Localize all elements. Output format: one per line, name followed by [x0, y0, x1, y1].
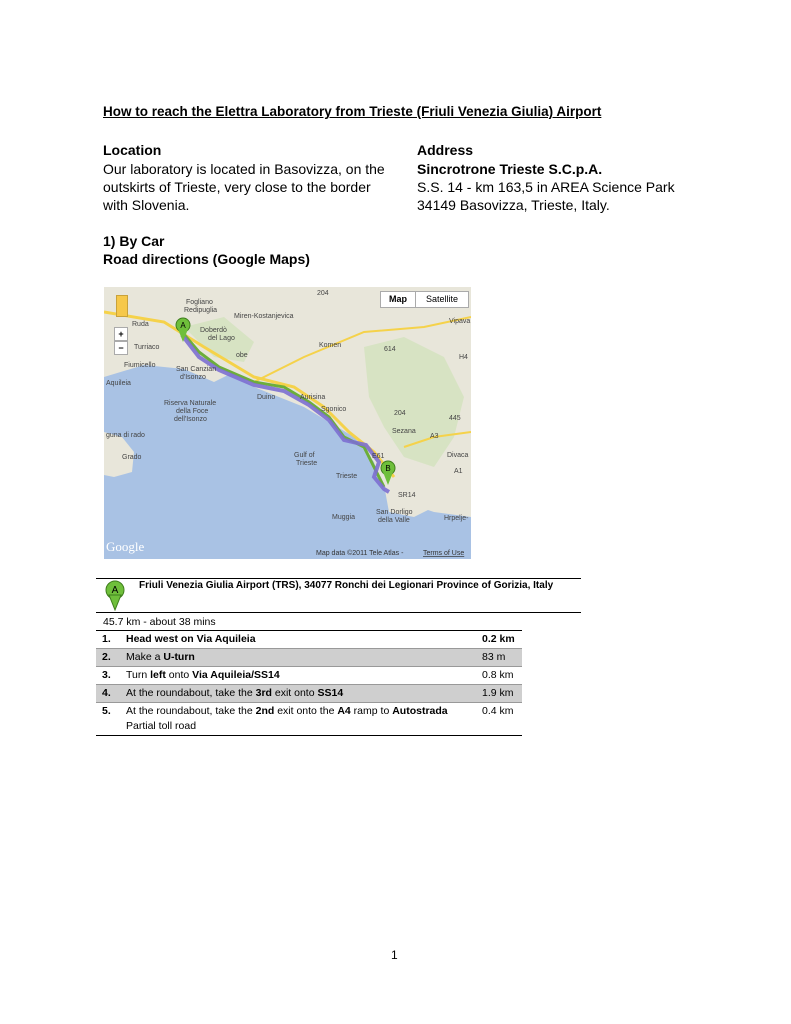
direction-step	[96, 631, 522, 649]
direction-step	[96, 649, 522, 667]
start-location: Friuli Venezia Giulia Airport (TRS), 34077 Ronchi dei Legionari Province of Gorizia, Italy	[139, 580, 554, 591]
map-label: obe	[236, 352, 248, 359]
step-instruction: Turn left onto Via Aquileia/SS14	[126, 669, 280, 681]
map-label: 204	[317, 290, 329, 297]
map-label: Divaca	[447, 452, 469, 459]
map-label: Riserva Naturale	[164, 400, 217, 407]
satellite-view-button[interactable]: Satellite	[415, 291, 469, 308]
svg-text:A: A	[111, 585, 119, 596]
address-line-1: S.S. 14 - km 163,5 in AREA Science Park	[417, 179, 675, 195]
map-label: Grado	[122, 454, 142, 461]
address-heading: Address	[417, 142, 474, 158]
map-label: della Valle	[378, 517, 410, 524]
map-view-button[interactable]: Map	[380, 291, 416, 308]
address-line-2: 34149 Basovizza, Trieste, Italy.	[417, 197, 610, 213]
direction-step	[96, 685, 522, 703]
map-label: Ruda	[132, 321, 149, 328]
step-distance: 83 m	[478, 649, 522, 667]
divider	[96, 612, 581, 613]
location-text: Our laboratory is located in Basovizza, on the outskirts of Trieste, very close to the border with Slovenia.	[103, 161, 385, 213]
map-label: Redipuglia	[184, 307, 218, 314]
map-label: E61	[372, 453, 385, 460]
step-number: 5.	[96, 703, 122, 736]
direction-step	[96, 703, 522, 736]
map-label: Duino	[257, 394, 276, 401]
step-distance: 1.9 km	[478, 685, 522, 703]
step-number: 3.	[102, 669, 111, 681]
directions-table	[96, 630, 522, 736]
map-attribution: Map data ©2011 Tele Atlas -	[316, 550, 404, 557]
map-label: Trieste	[296, 460, 318, 467]
zoom-in-button[interactable]: +	[114, 327, 128, 341]
map-label: Doberdò	[200, 327, 227, 334]
google-logo: Google	[106, 539, 145, 554]
map-label: San Dorligo	[376, 509, 413, 516]
map-label: Vipava	[449, 318, 471, 325]
map-label: Aquileia	[106, 380, 131, 387]
route-map[interactable]	[104, 287, 471, 559]
step-instruction: At the roundabout, take the 2nd exit onto the A4 ramp to Autostrada Partial toll road	[122, 703, 478, 736]
map-label: d'Isonzo	[180, 374, 206, 381]
step-instruction: Make a U-turn	[122, 649, 478, 667]
map-label: Komen	[319, 342, 342, 349]
road-directions-heading: Road directions (Google Maps)	[103, 251, 310, 267]
svg-text:A: A	[180, 321, 186, 330]
map-label: Hrpelje-	[444, 515, 469, 522]
map-label: Sezana	[392, 428, 416, 435]
start-marker-icon	[104, 579, 126, 609]
map-label: Muggia	[332, 514, 355, 521]
map-label: dell'Isonzo	[174, 416, 207, 423]
map-label: San Canzian	[176, 366, 217, 373]
map-label: 614	[384, 346, 396, 353]
location-heading: Location	[103, 142, 162, 158]
map-label: Miren-Kostanjevica	[234, 313, 294, 320]
map-label: A1	[454, 468, 463, 475]
map-label: della Foce	[176, 408, 209, 415]
map-label: Trieste	[336, 473, 358, 480]
map-label: A3	[430, 433, 439, 440]
terms-of-use-link[interactable]: Terms of Use	[423, 550, 465, 557]
address-company: Sincrotrone Trieste S.C.p.A.	[417, 161, 603, 177]
document-title: How to reach the Elettra Laboratory from Trieste (Friuli Venezia Giulia) Airport	[103, 104, 602, 119]
step-number: 1.	[96, 631, 122, 649]
direction-step	[96, 667, 522, 685]
step-distance: 0.8 km	[482, 669, 514, 681]
map-label: del Lago	[208, 335, 235, 342]
map-label: Aurisina	[300, 394, 326, 401]
map-label: Fogliano	[186, 299, 213, 306]
map-label: 445	[449, 415, 461, 422]
map-label: Gulf of	[294, 452, 315, 459]
map-canvas	[104, 287, 471, 559]
by-car-heading: 1) By Car	[103, 233, 165, 249]
step-distance: 0.2 km	[478, 631, 522, 649]
route-summary: 45.7 km - about 38 mins	[103, 616, 216, 628]
step-note: Partial toll road	[126, 720, 197, 732]
page-number: 1	[391, 948, 398, 962]
step-instruction: Head west on Via Aquileia	[122, 631, 478, 649]
map-label: Fiumicello	[124, 362, 156, 369]
map-label: Turriaco	[134, 344, 160, 351]
map-label: H4	[459, 354, 468, 361]
svg-text:B: B	[385, 464, 391, 473]
map-label: guna di rado	[106, 432, 145, 439]
step-number: 2.	[96, 649, 122, 667]
map-label: SR14	[398, 492, 416, 499]
pegman-icon[interactable]	[116, 295, 128, 317]
step-instruction: At the roundabout, take the 3rd exit onto SS14	[122, 685, 478, 703]
map-label: Sgonico	[321, 406, 347, 413]
map-label: 204	[394, 410, 406, 417]
step-distance: 0.4 km	[478, 703, 522, 736]
zoom-out-button[interactable]: −	[114, 341, 128, 355]
step-number: 4.	[96, 685, 122, 703]
divider	[96, 578, 581, 579]
